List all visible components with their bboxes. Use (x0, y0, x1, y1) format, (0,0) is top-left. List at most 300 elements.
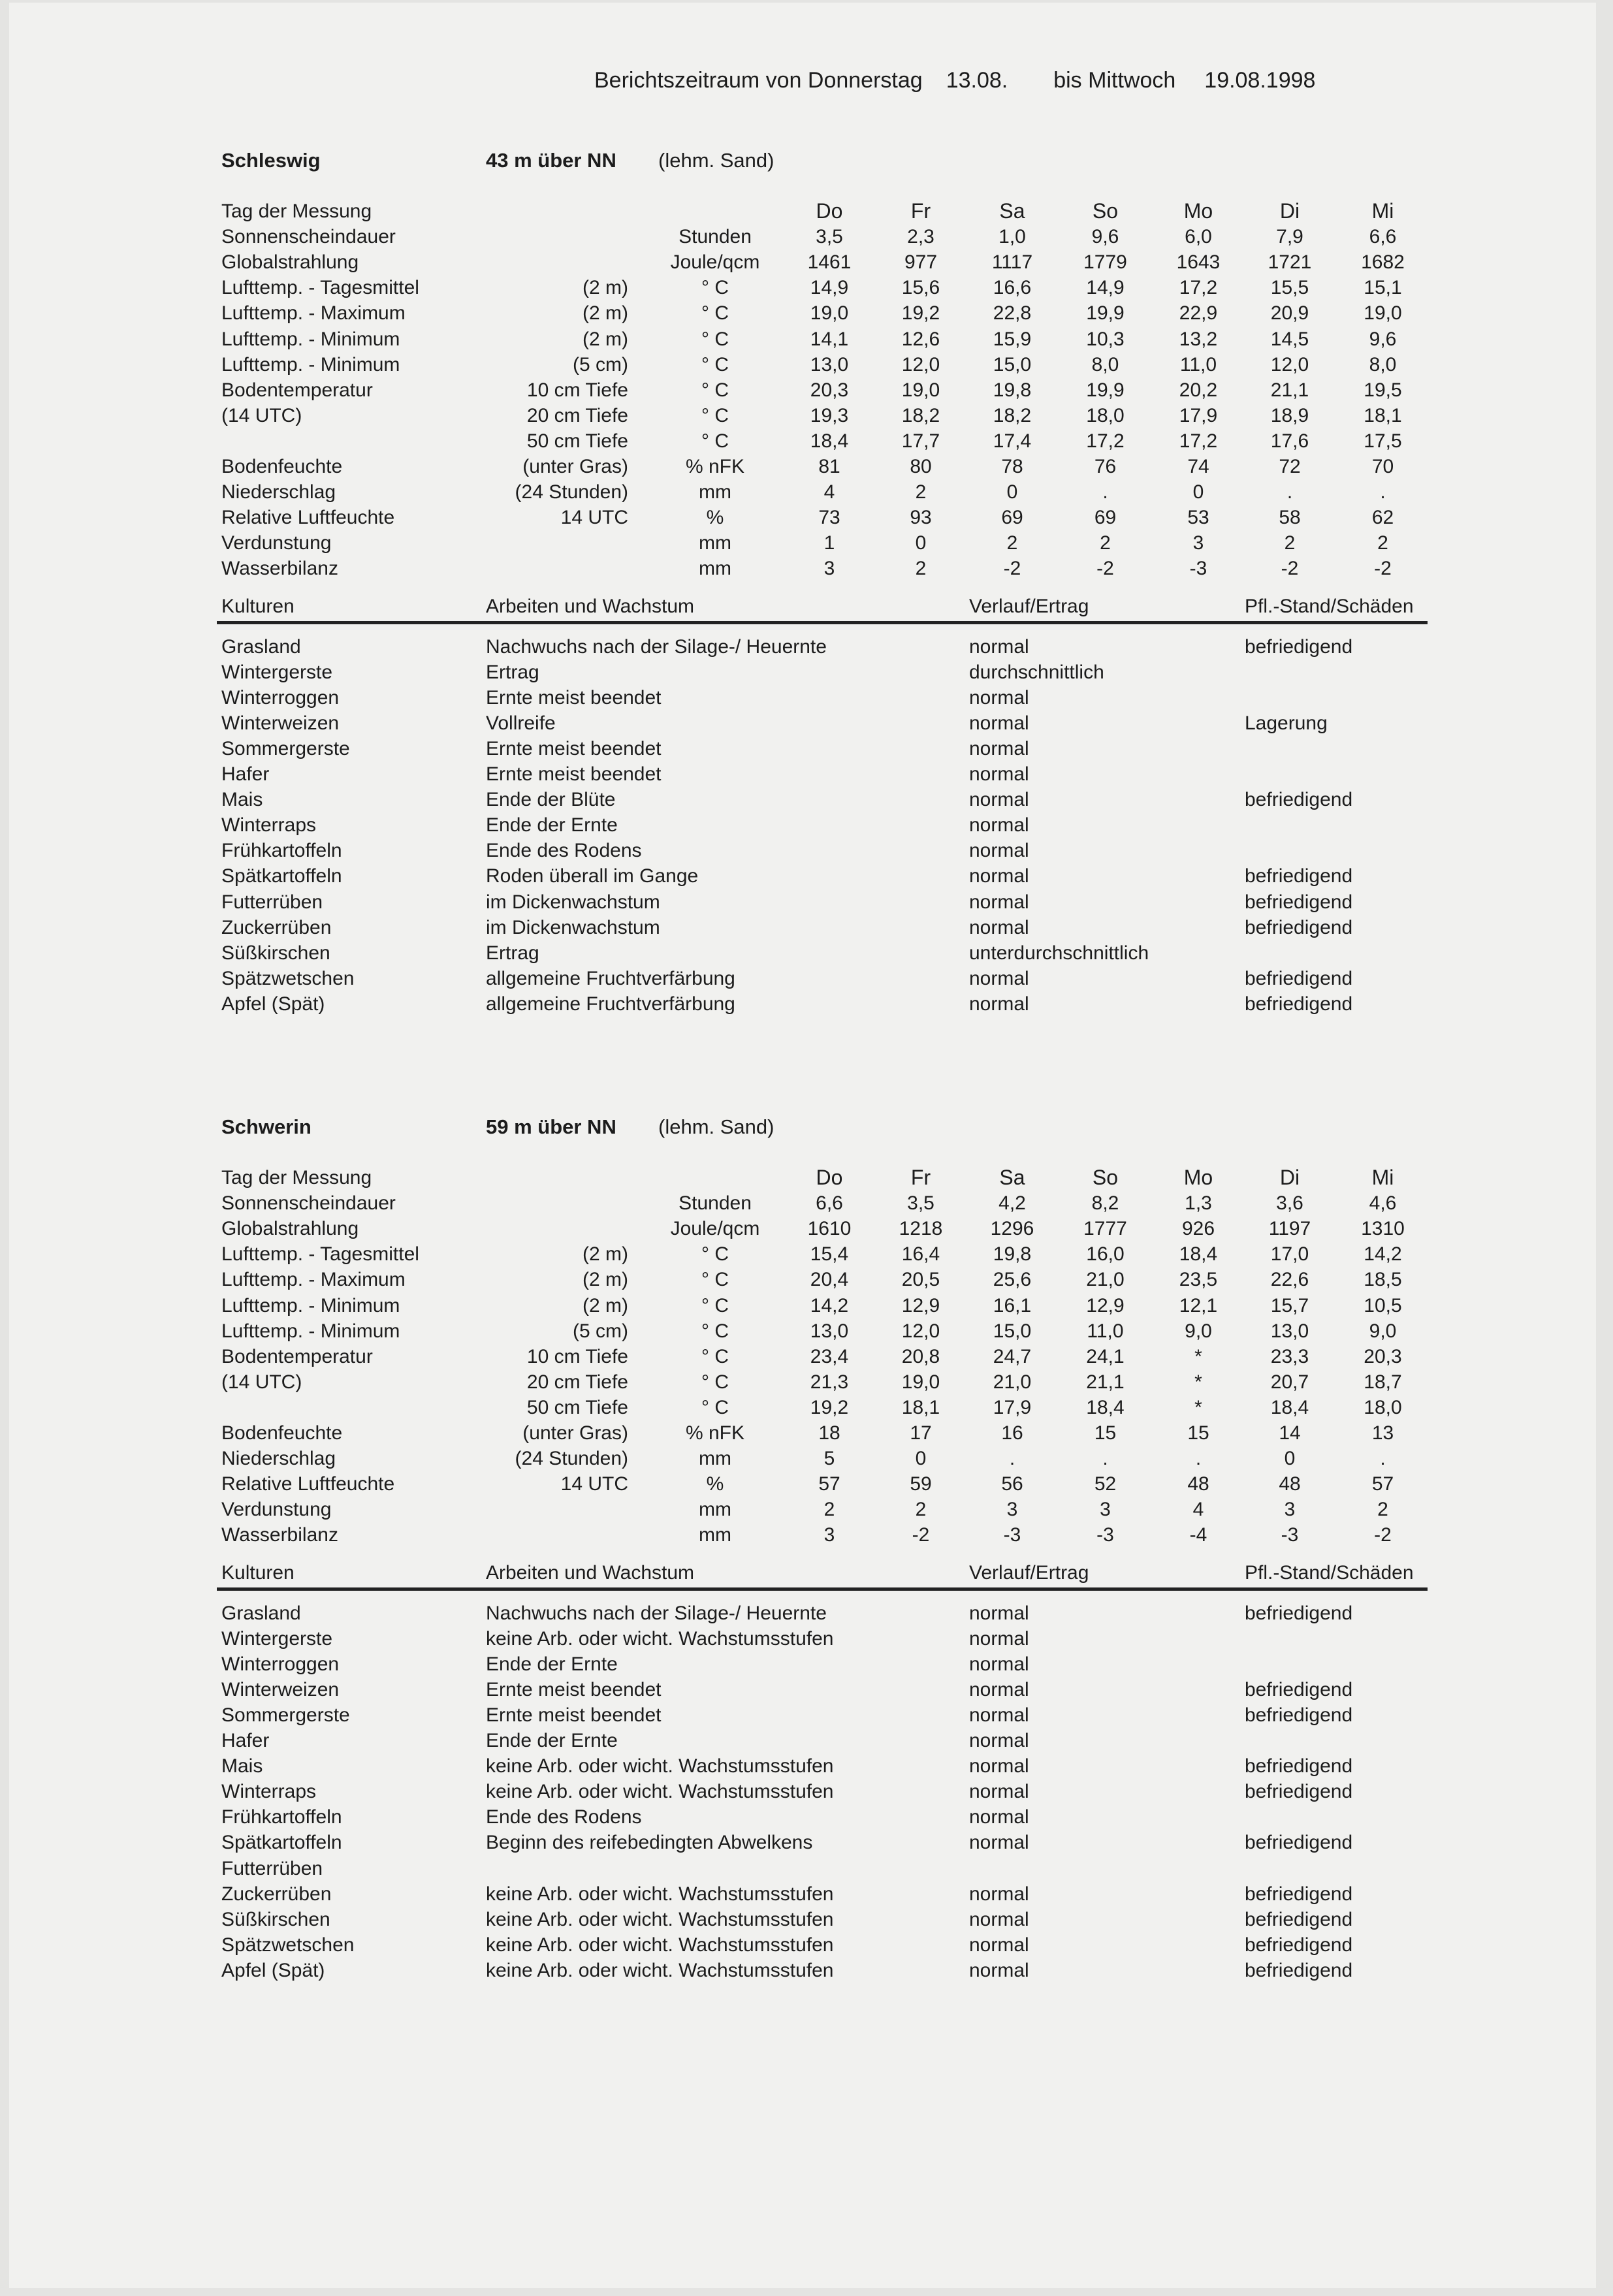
crop-row (0, 1626, 1613, 1651)
row-value: 80 (910, 456, 932, 477)
row-unit: Joule/qcm (670, 1218, 760, 1240)
day-header-row (0, 1165, 1613, 1190)
report-period-label: Berichtszeitraum von Donnerstag (594, 68, 923, 93)
crop-row (0, 787, 1613, 812)
row-parameter: 20 cm Tiefe (526, 1371, 628, 1393)
crop-name: Wintergerste (221, 661, 333, 683)
crop-yield: normal (969, 967, 1029, 989)
row-label: Lufttemp. - Minimum (221, 328, 400, 350)
row-value: 8,0 (1369, 353, 1397, 375)
crop-row (0, 1856, 1613, 1881)
row-value: -3 (1003, 1524, 1021, 1546)
station-soil: (lehm. Sand) (658, 149, 775, 172)
row-value: 2 (915, 558, 927, 580)
row-value: 16,4 (901, 1243, 940, 1266)
row-value: * (1194, 1371, 1202, 1393)
crop-name: Apfel (Spät) (221, 1959, 325, 1981)
row-value: 3 (823, 558, 835, 580)
row-value: . (1009, 1448, 1015, 1470)
crop-state: befriedigend (1245, 789, 1353, 811)
report-period (594, 68, 1315, 93)
row-parameter: 50 cm Tiefe (526, 1396, 628, 1418)
crop-work: Beginn des reifebedingten Abwelkens (486, 1832, 813, 1854)
row-value: 1643 (1176, 251, 1221, 274)
row-value: . (1195, 1448, 1202, 1470)
weather-row (0, 327, 1613, 352)
crop-table-header (0, 594, 1613, 620)
crop-yield: normal (969, 865, 1029, 887)
row-parameter: (unter Gras) (522, 456, 628, 477)
crop-state: befriedigend (1245, 1934, 1353, 1956)
crop-name: Mais (221, 789, 263, 811)
row-value: 1721 (1268, 251, 1312, 274)
row-value: -2 (1281, 558, 1299, 580)
row-value: 20,5 (901, 1269, 940, 1291)
row-value: 56 (1001, 1473, 1023, 1495)
row-unit: Joule/qcm (670, 251, 760, 274)
crop-yield: normal (969, 1832, 1029, 1854)
row-value: 19,0 (810, 302, 849, 325)
row-unit: ° C (701, 1345, 729, 1367)
row-value: 20,7 (1270, 1371, 1309, 1393)
crop-row (0, 1881, 1613, 1907)
crop-work: keine Arb. oder wicht. Wachstumsstufen (486, 1908, 834, 1930)
crop-name: Winterroggen (221, 686, 340, 709)
crop-row (0, 660, 1613, 685)
row-value: 16,1 (993, 1294, 1032, 1316)
row-value: 1,3 (1185, 1192, 1212, 1215)
measurement-day-label: Tag der Messung (221, 200, 372, 222)
row-parameter: (5 cm) (573, 1320, 628, 1342)
row-value: 14,9 (1086, 277, 1125, 299)
row-value: 9,6 (1091, 226, 1119, 248)
crop-yield: normal (969, 1883, 1029, 1905)
row-value: 16 (1001, 1422, 1023, 1444)
row-value: 18,4 (1086, 1396, 1125, 1418)
row-value: 12,0 (901, 353, 940, 375)
row-value: 14,2 (810, 1294, 849, 1316)
row-value: 1,0 (998, 226, 1026, 248)
row-unit: mm (699, 558, 731, 580)
row-value: 0 (1192, 481, 1204, 503)
crop-state: befriedigend (1245, 916, 1353, 938)
crop-row (0, 863, 1613, 889)
row-value: 926 (1181, 1218, 1215, 1240)
crop-work: keine Arb. oder wicht. Wachstumsstufen (486, 1883, 834, 1905)
row-parameter: 10 cm Tiefe (526, 379, 628, 401)
row-label: Lufttemp. - Minimum (221, 1320, 400, 1342)
row-value: 9,6 (1369, 328, 1397, 350)
row-value: 13 (1371, 1422, 1394, 1444)
row-value: 2 (915, 481, 927, 503)
day-name: Mi (1371, 199, 1394, 223)
row-parameter: 20 cm Tiefe (526, 404, 628, 426)
crop-work: Nachwuchs nach der Silage-/ Heuernte (486, 1602, 827, 1624)
crop-work: Ende des Rodens (486, 840, 642, 862)
row-parameter: (2 m) (583, 302, 628, 325)
row-value: 59 (910, 1473, 932, 1495)
row-unit: ° C (701, 430, 729, 452)
row-value: -4 (1189, 1524, 1207, 1546)
crop-name: Futterrüben (221, 891, 323, 913)
crop-header-rule (217, 621, 1428, 624)
row-unit: ° C (701, 1371, 729, 1393)
crop-header-yield: Verlauf/Ertrag (969, 595, 1089, 617)
crop-state: befriedigend (1245, 1602, 1353, 1624)
row-value: 73 (818, 507, 840, 529)
row-value: 20,4 (810, 1269, 849, 1291)
row-value: 62 (1371, 507, 1394, 529)
row-value: 12,9 (901, 1294, 940, 1316)
crop-yield: normal (969, 686, 1029, 709)
row-label: Lufttemp. - Minimum (221, 1294, 400, 1316)
crop-work: Ernte meist beendet (486, 763, 662, 785)
weather-row (0, 428, 1613, 454)
row-value: 18,1 (901, 1396, 940, 1418)
weather-row (0, 352, 1613, 377)
row-label: Bodenfeuchte (221, 456, 343, 477)
row-value: -2 (1374, 558, 1392, 580)
row-value: . (1380, 481, 1386, 503)
row-parameter: (2 m) (583, 277, 628, 299)
row-value: 18 (818, 1422, 840, 1444)
crop-yield: normal (969, 1806, 1029, 1828)
row-value: -3 (1189, 558, 1207, 580)
crop-work: keine Arb. oder wicht. Wachstumsstufen (486, 1755, 834, 1778)
row-value: 19,3 (810, 404, 849, 426)
row-value: 17 (910, 1422, 932, 1444)
row-value: 14 (1279, 1422, 1301, 1444)
row-unit: mm (699, 1499, 731, 1521)
row-parameter: (5 cm) (573, 353, 628, 375)
crop-state: befriedigend (1245, 1704, 1353, 1726)
crop-row (0, 1702, 1613, 1728)
row-label: Lufttemp. - Minimum (221, 353, 400, 375)
row-label: Lufttemp. - Maximum (221, 302, 406, 325)
crop-header-yield: Verlauf/Ertrag (969, 1561, 1089, 1584)
crop-work: Ertrag (486, 661, 539, 683)
crop-row (0, 761, 1613, 787)
row-label: Relative Luftfeuchte (221, 507, 395, 529)
row-unit: mm (699, 532, 731, 554)
row-value: 14,2 (1364, 1243, 1402, 1266)
row-value: 20,8 (901, 1345, 940, 1367)
crop-row (0, 1932, 1613, 1958)
crop-yield: normal (969, 993, 1029, 1015)
row-unit: % nFK (685, 1422, 745, 1444)
crop-row (0, 915, 1613, 940)
row-value: 2 (1377, 532, 1388, 554)
row-parameter: 10 cm Tiefe (526, 1345, 628, 1367)
row-value: 9,0 (1369, 1320, 1397, 1342)
weather-row (0, 1369, 1613, 1395)
crop-name: Zuckerrüben (221, 1883, 332, 1905)
row-value: 2 (1284, 532, 1296, 554)
row-value: 0 (915, 532, 927, 554)
row-value: 13,2 (1179, 328, 1218, 350)
row-value: 3 (1192, 532, 1204, 554)
row-unit: % (706, 507, 724, 529)
crop-work: Ernte meist beendet (486, 686, 662, 709)
row-value: 24,7 (993, 1345, 1032, 1367)
crop-work: Ende der Ernte (486, 1730, 618, 1751)
row-unit: ° C (701, 1243, 729, 1266)
crop-row (0, 1804, 1613, 1830)
row-label: (14 UTC) (221, 404, 302, 426)
crop-state: befriedigend (1245, 1832, 1353, 1854)
row-unit: mm (699, 1448, 731, 1470)
row-value: 15,0 (993, 1320, 1032, 1342)
row-value: 81 (818, 456, 840, 477)
row-value: 15,6 (901, 277, 940, 299)
row-value: 17,2 (1179, 277, 1218, 299)
crop-header-rule (217, 1587, 1428, 1591)
row-label: Bodenfeuchte (221, 1422, 343, 1444)
crop-state: befriedigend (1245, 1678, 1353, 1700)
crop-table-header (0, 1560, 1613, 1586)
row-value: 18,0 (1364, 1396, 1402, 1418)
row-value: 23,3 (1270, 1345, 1309, 1367)
row-label: (14 UTC) (221, 1371, 302, 1393)
station-name: Schwerin (221, 1115, 311, 1138)
day-name: Sa (999, 199, 1025, 223)
row-value: 18,4 (1179, 1243, 1218, 1266)
crop-row (0, 710, 1613, 736)
row-label: Verdunstung (221, 1499, 332, 1521)
row-value: 18,5 (1364, 1269, 1402, 1291)
crop-yield: normal (969, 712, 1029, 734)
crop-state: befriedigend (1245, 1908, 1353, 1930)
row-value: 14,5 (1270, 328, 1309, 350)
crop-yield: normal (969, 1781, 1029, 1803)
row-value: 2,3 (907, 226, 934, 248)
crop-state: Lagerung (1245, 712, 1328, 734)
row-label: Sonnenscheindauer (221, 1192, 396, 1215)
row-parameter: (24 Stunden) (515, 1448, 628, 1470)
weather-row (0, 1344, 1613, 1369)
crop-work: Ende der Blüte (486, 789, 616, 811)
row-value: 10,3 (1086, 328, 1125, 350)
crop-row (0, 1958, 1613, 1983)
station-soil: (lehm. Sand) (658, 1115, 775, 1138)
row-value: 18,4 (810, 430, 849, 452)
row-value: 2 (823, 1499, 835, 1521)
crop-name: Winterroggen (221, 1653, 340, 1675)
crop-row (0, 1677, 1613, 1702)
row-value: 3,5 (907, 1192, 934, 1215)
row-value: 4,2 (998, 1192, 1026, 1215)
row-unit: % nFK (685, 456, 745, 477)
row-value: 21,1 (1086, 1371, 1125, 1393)
weather-row (0, 556, 1613, 581)
crop-name: Mais (221, 1755, 263, 1778)
station-elevation: 59 m über NN (486, 1115, 616, 1138)
crop-yield: normal (969, 1755, 1029, 1778)
row-label: Verdunstung (221, 532, 332, 554)
crop-yield: normal (969, 891, 1029, 913)
row-value: 22,9 (1179, 302, 1218, 325)
row-value: 15,9 (993, 328, 1032, 350)
row-value: 17,2 (1179, 430, 1218, 452)
row-unit: ° C (701, 302, 729, 325)
row-value: 0 (1006, 481, 1018, 503)
row-value: 20,2 (1179, 379, 1218, 401)
crop-yield: normal (969, 1934, 1029, 1956)
weather-row (0, 275, 1613, 300)
crop-row (0, 838, 1613, 863)
crop-yield: normal (969, 1602, 1029, 1624)
measurement-day-label: Tag der Messung (221, 1167, 372, 1188)
crop-name: Wintergerste (221, 1627, 333, 1650)
row-label: Niederschlag (221, 1448, 336, 1470)
row-value: 70 (1371, 456, 1394, 477)
weather-row (0, 1420, 1613, 1446)
crop-header-work: Arbeiten und Wachstum (486, 1561, 695, 1584)
crop-yield: normal (969, 763, 1029, 785)
crop-name: Winterweizen (221, 1678, 340, 1700)
row-value: 13,0 (1270, 1320, 1309, 1342)
weather-row (0, 1446, 1613, 1471)
row-unit: ° C (701, 404, 729, 426)
row-value: 3 (1100, 1499, 1111, 1521)
row-value: 15,1 (1364, 277, 1402, 299)
row-value: 3 (1284, 1499, 1296, 1521)
crop-name: Süßkirschen (221, 942, 330, 964)
row-value: 57 (818, 1473, 840, 1495)
crop-work: Ende des Rodens (486, 1806, 642, 1828)
crop-yield: normal (969, 1704, 1029, 1726)
row-value: -3 (1281, 1524, 1299, 1546)
row-value: 15 (1094, 1422, 1117, 1444)
row-value: 17,0 (1270, 1243, 1309, 1266)
crop-state: befriedigend (1245, 967, 1353, 989)
row-value: 3,5 (816, 226, 843, 248)
station-header (0, 1115, 1613, 1144)
row-value: . (1286, 481, 1293, 503)
row-value: 21,1 (1270, 379, 1309, 401)
report-end-date: 19.08.1998 (1204, 68, 1316, 93)
row-value: 18,4 (1270, 1396, 1309, 1418)
row-value: -2 (1374, 1524, 1392, 1546)
row-value: 22,8 (993, 302, 1032, 325)
row-value: 4 (1192, 1499, 1204, 1521)
crop-row (0, 1651, 1613, 1677)
crop-state: befriedigend (1245, 891, 1353, 913)
crop-row (0, 685, 1613, 710)
crop-name: Spätkartoffeln (221, 1832, 342, 1854)
row-label: Lufttemp. - Tagesmittel (221, 277, 419, 299)
row-value: -2 (1003, 558, 1021, 580)
row-value: 4,6 (1369, 1192, 1397, 1215)
crop-row (0, 1601, 1613, 1626)
row-value: 24,1 (1086, 1345, 1125, 1367)
row-value: 17,9 (993, 1396, 1032, 1418)
crop-state: befriedigend (1245, 1883, 1353, 1905)
crop-header-culture: Kulturen (221, 595, 295, 617)
row-value: 7,9 (1276, 226, 1303, 248)
row-value: 58 (1279, 507, 1301, 529)
row-value: 17,4 (993, 430, 1032, 452)
row-value: 17,5 (1364, 430, 1402, 452)
row-parameter: (unter Gras) (522, 1422, 628, 1444)
row-unit: ° C (701, 353, 729, 375)
crop-name: Hafer (221, 1730, 270, 1751)
crop-yield: unterdurchschnittlich (969, 942, 1149, 964)
row-label: Wasserbilanz (221, 1524, 338, 1546)
crop-work: allgemeine Fruchtverfärbung (486, 967, 735, 989)
crop-work: Ernte meist beendet (486, 1704, 662, 1726)
row-value: 17,7 (901, 430, 940, 452)
crop-work: keine Arb. oder wicht. Wachstumsstufen (486, 1934, 834, 1956)
crop-yield: normal (969, 916, 1029, 938)
row-value: 2 (915, 1499, 927, 1521)
crop-state: befriedigend (1245, 1755, 1353, 1778)
crop-name: Winterraps (221, 814, 317, 837)
crop-name: Winterweizen (221, 712, 340, 734)
row-value: 1117 (991, 251, 1033, 274)
crop-name: Süßkirschen (221, 1908, 330, 1930)
crop-name: Sommergerste (221, 737, 350, 759)
row-value: 1777 (1083, 1218, 1127, 1240)
crop-state: befriedigend (1245, 1959, 1353, 1981)
report-to-label: bis Mittwoch (1053, 68, 1176, 93)
crop-row (0, 1753, 1613, 1779)
row-value: -3 (1096, 1524, 1114, 1546)
row-unit: % (706, 1473, 724, 1495)
row-value: 74 (1187, 456, 1209, 477)
row-label: Globalstrahlung (221, 251, 359, 274)
row-label: Wasserbilanz (221, 558, 338, 580)
weather-row (0, 224, 1613, 249)
row-label: Bodentemperatur (221, 379, 373, 401)
crop-row (0, 1830, 1613, 1855)
crop-work: keine Arb. oder wicht. Wachstumsstufen (486, 1959, 834, 1981)
crop-name: Frühkartoffeln (221, 1806, 342, 1828)
row-value: 14,1 (810, 328, 849, 350)
row-value: 16,0 (1086, 1243, 1125, 1266)
crop-yield: normal (969, 1653, 1029, 1675)
row-value: 69 (1001, 507, 1023, 529)
crop-state: befriedigend (1245, 993, 1353, 1015)
row-value: 3 (1006, 1499, 1018, 1521)
row-value: 13,0 (810, 353, 849, 375)
row-value: 53 (1187, 507, 1209, 529)
station-header (0, 149, 1613, 178)
day-name: So (1092, 199, 1119, 223)
weather-row (0, 479, 1613, 505)
crop-work: Ende der Ernte (486, 814, 618, 837)
crop-state: befriedigend (1245, 1781, 1353, 1803)
crop-yield: normal (969, 737, 1029, 759)
crop-row (0, 1728, 1613, 1753)
row-value: 1218 (899, 1218, 943, 1240)
crop-state: befriedigend (1245, 635, 1353, 658)
row-label: Lufttemp. - Maximum (221, 1269, 406, 1291)
crop-row (0, 1907, 1613, 1932)
crop-header-state: Pfl.-Stand/Schäden (1245, 1561, 1414, 1584)
row-unit: mm (699, 481, 731, 503)
row-value: * (1194, 1396, 1202, 1418)
weather-row (0, 249, 1613, 275)
row-value: 19,2 (901, 302, 940, 325)
crop-work: keine Arb. oder wicht. Wachstumsstufen (486, 1627, 834, 1650)
row-value: 1682 (1361, 251, 1405, 274)
crop-name: Zuckerrüben (221, 916, 332, 938)
crop-row (0, 634, 1613, 660)
row-value: 1610 (807, 1218, 852, 1240)
row-value: 1310 (1361, 1218, 1405, 1240)
crop-name: Hafer (221, 763, 270, 785)
